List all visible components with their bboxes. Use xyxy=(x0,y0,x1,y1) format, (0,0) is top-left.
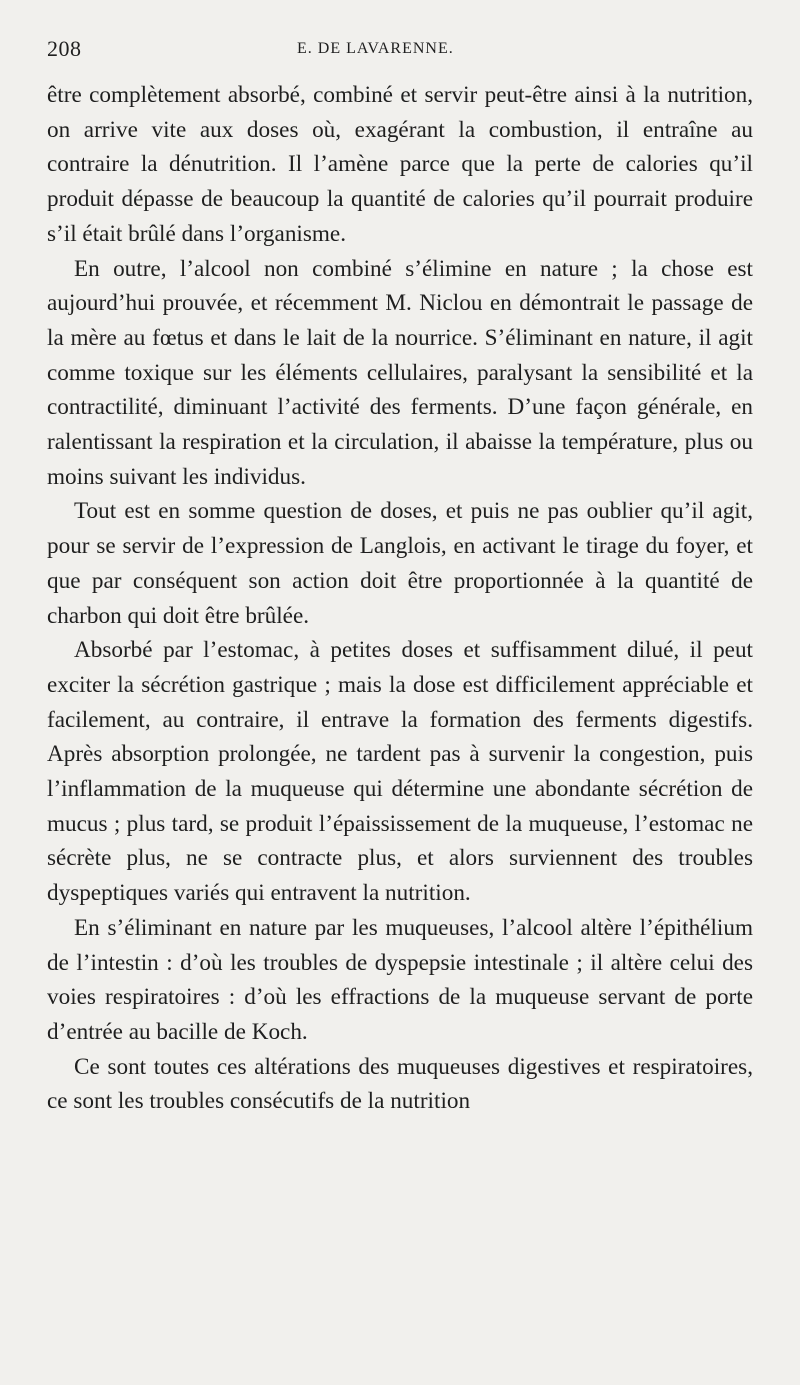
paragraph: En outre, l’alcool non combiné s’élimine en nature ; la chose est aujourd’hui prouvée, et récemment M. Niclou en démontrait le passage de la mère au fœtus et dans le lait de la nourrice. S’éliminant en nature, il agit comme toxique sur les éléments cellulaires, paralysant la sensibilité et la contractilité, diminuant l’activité des ferments. D’une façon générale, en ralentissant la respiration et la circulation, il abaisse la température, plus ou moins suivant les individus. xyxy=(47,255,753,490)
body-text xyxy=(47,78,753,1119)
paragraph: En s’éliminant en nature par les muqueuses, l’alcool altère l’épithélium de l’intestin : d’où les troubles de dyspepsie intestinale ; il altère celui des voies respiratoires : d’où les effractions de la muqueuse servant de porte d’entrée au bacille de Koch. xyxy=(47,914,753,1045)
paragraph: Tout est en somme question de doses, et puis ne pas oublier qu’il agit, pour se servir de l’expression de Langlois, en activant le tirage du foyer, et que par conséquent son action doit être proportionnée à la quantité de charbon qui doit être brûlée. xyxy=(47,498,753,629)
page-header xyxy=(47,36,753,66)
paragraph: Absorbé par l’estomac, à petites doses et suffisamment dilué, il peut exciter la sécrétion gastrique ; mais la dose est difficilement appréciable et facilement, au contraire, il entrave la formation des ferments digestifs. Après absorption prolongée, ne tardent pas à survenir la congestion, puis l’inflammation de la muqueuse qui détermine une abondante sécrétion de mucus ; plus tard, se produit l’épaississement de la muqueuse, l’estomac ne sécrète plus, ne se contracte plus, et alors surviennent des troubles dyspeptiques variés qui entravent la nutrition. xyxy=(47,637,753,907)
running-head: E. DE LAVARENNE. xyxy=(297,40,454,57)
paragraph: être complètement absorbé, combiné et servir peut-être ainsi à la nutrition, on arrive vite aux doses où, exagérant la combustion, il entraîne au contraire la dénutrition. Il l’amène parce que la perte de calories qu’il produit dépasse de beaucoup la quantité de calories qu’il pourrait produire s’il était brûlé dans l’organisme. xyxy=(47,82,753,247)
paragraph: Ce sont toutes ces altérations des muqueuses digestives et respiratoires, ce sont les troubles consécutifs de la nutrition xyxy=(47,1053,753,1115)
page-number: 208 xyxy=(47,36,82,61)
